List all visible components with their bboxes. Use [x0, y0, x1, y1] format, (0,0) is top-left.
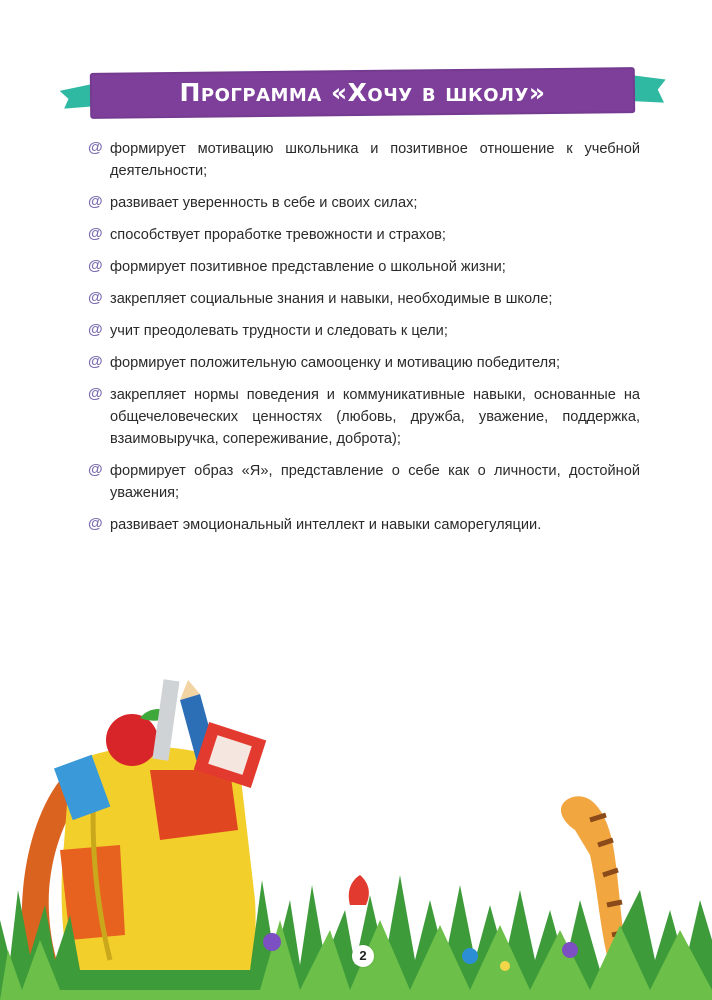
list-item-text: способствует проработке тревожности и страхов; [110, 227, 446, 243]
list-item-text: закрепляет нормы поведения и коммуникативные навыки, основанные на общечеловеческих ценностях (любовь, дружба, уважение, поддержка, взаимовыручка, сопереживание, доброта); [110, 387, 640, 447]
bullet-icon: @ [88, 321, 103, 338]
title-banner [60, 64, 665, 124]
list-item-text: закрепляет социальные знания и навыки, необходимые в школе; [110, 291, 553, 307]
bullet-icon: @ [88, 193, 103, 210]
list-item [88, 514, 640, 536]
list-item [88, 256, 640, 278]
bullet-icon: @ [88, 515, 103, 532]
backpack-flap [150, 770, 238, 840]
list-item [88, 138, 640, 182]
list-item-text: формирует положительную самооценку и мотивацию победителя; [110, 355, 561, 371]
flower [263, 933, 281, 951]
list-item [88, 384, 640, 450]
tulip [349, 875, 369, 905]
bullet-icon: @ [88, 353, 103, 370]
list-item-text: учит преодолевать трудности и следовать к цели; [110, 323, 448, 339]
page-title: Программа «Хочу в школу» [179, 78, 546, 107]
bullet-icon: @ [88, 139, 103, 156]
list-item [88, 192, 640, 214]
list-item-text: развивает эмоциональный интеллект и навыки саморегуляции. [110, 517, 542, 533]
list-item [88, 224, 640, 246]
program-goals-list [88, 138, 640, 546]
flower [500, 961, 510, 971]
bullet-icon: @ [88, 385, 103, 402]
list-item [88, 288, 640, 310]
apple [106, 714, 158, 766]
flower [462, 948, 478, 964]
page-number: 2 [352, 945, 374, 967]
bullet-icon: @ [88, 257, 103, 274]
bullet-icon: @ [88, 461, 103, 478]
list-item [88, 352, 640, 374]
list-item-text: формирует образ «Я», представление о себе как о личности, достойной уважения; [110, 463, 640, 501]
list-item [88, 320, 640, 342]
flower [562, 942, 578, 958]
list-item-text: формирует позитивное представление о школьной жизни; [110, 259, 506, 275]
list-item [88, 460, 640, 504]
bullet-icon: @ [88, 225, 103, 242]
list-item-text: развивает уверенность в себе и своих силах; [110, 195, 418, 211]
bullet-icon: @ [88, 289, 103, 306]
list-item-text: формирует мотивацию школьника и позитивное отношение к учебной деятельности; [110, 141, 640, 179]
